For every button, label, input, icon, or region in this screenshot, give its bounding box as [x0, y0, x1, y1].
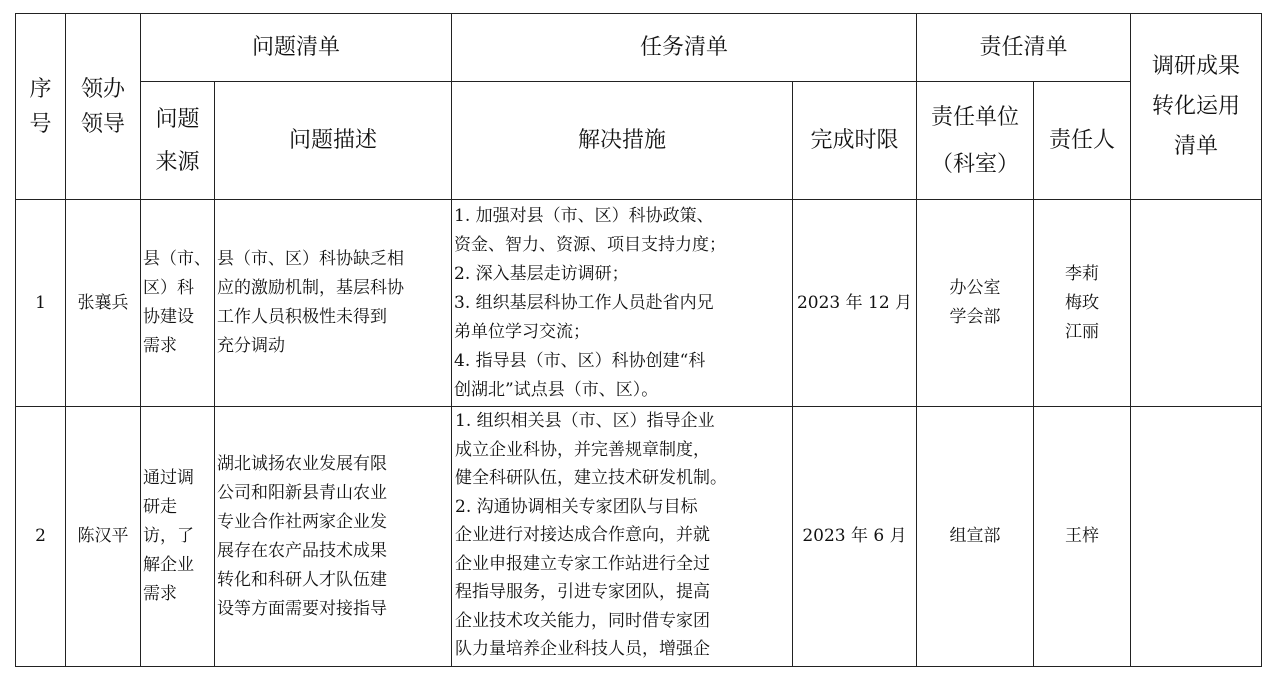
header-responsible-unit: 责任单位 （科室）	[917, 82, 1034, 200]
header-problem-source: 问题 来源	[141, 82, 215, 200]
task-list-table	[15, 13, 1262, 667]
header-leader: 领办 领导	[66, 14, 141, 200]
header-responsible-person: 责任人	[1034, 82, 1131, 200]
row-leader: 张襄兵	[66, 200, 141, 407]
row-research	[1131, 200, 1262, 407]
row-unit: 组宣部	[917, 407, 1034, 667]
row-deadline: 2023 年 12 月	[793, 200, 917, 407]
table-row	[16, 200, 1262, 407]
row-measures: 1. 组织相关县（市、区）指导企业 成立企业科协，并完善规章制度， 健全科研队伍，建立技术研发机制。 2. 沟通协调相关专家团队与目标 企业进行对接达成合作意向，并就 企业申报建立专家工作站进行全过 程指导服务，引进专家团队，提高 企业技术攻关能力，同时借专家团 队力量培养企业科技人员，增强企	[452, 407, 793, 667]
header-measures: 解决措施	[452, 82, 793, 200]
row-index: 2	[16, 407, 66, 667]
row-research	[1131, 407, 1262, 667]
header-research-results: 调研成果 转化运用 清单	[1131, 14, 1262, 200]
header-problem-list: 问题清单	[141, 14, 452, 82]
header-task-list: 任务清单	[452, 14, 917, 82]
row-description: 湖北诚扬农业发展有限 公司和阳新县青山农业 专业合作社两家企业发 展存在农产品技术成果 转化和科研人才队伍建 设等方面需要对接指导	[215, 407, 452, 667]
header-index: 序 号	[16, 14, 66, 200]
row-leader: 陈汉平	[66, 407, 141, 667]
row-measures: 1. 加强对县（市、区）科协政策、 资金、智力、资源、项目支持力度； 2. 深入基层走访调研； 3. 组织基层科协工作人员赴省内兄 弟单位学习交流； 4. 指导县（市、区）科协创建“科 创湖北”试点县（市、区）。	[452, 200, 793, 407]
row-person: 王梓	[1034, 407, 1131, 667]
row-source: 县（市、 区）科 协建设 需求	[141, 200, 215, 407]
header-deadline: 完成时限	[793, 82, 917, 200]
row-unit: 办公室 学会部	[917, 200, 1034, 407]
header-responsibility-list: 责任清单	[917, 14, 1131, 82]
row-description: 县（市、区）科协缺乏相 应的激励机制，基层科协 工作人员积极性未得到 充分调动	[215, 200, 452, 407]
row-person: 李莉 梅玫 江丽	[1034, 200, 1131, 407]
row-deadline: 2023 年 6 月	[793, 407, 917, 667]
header-problem-description: 问题描述	[215, 82, 452, 200]
table-row	[16, 407, 1262, 667]
row-source: 通过调 研走 访，了 解企业 需求	[141, 407, 215, 667]
row-index: 1	[16, 200, 66, 407]
